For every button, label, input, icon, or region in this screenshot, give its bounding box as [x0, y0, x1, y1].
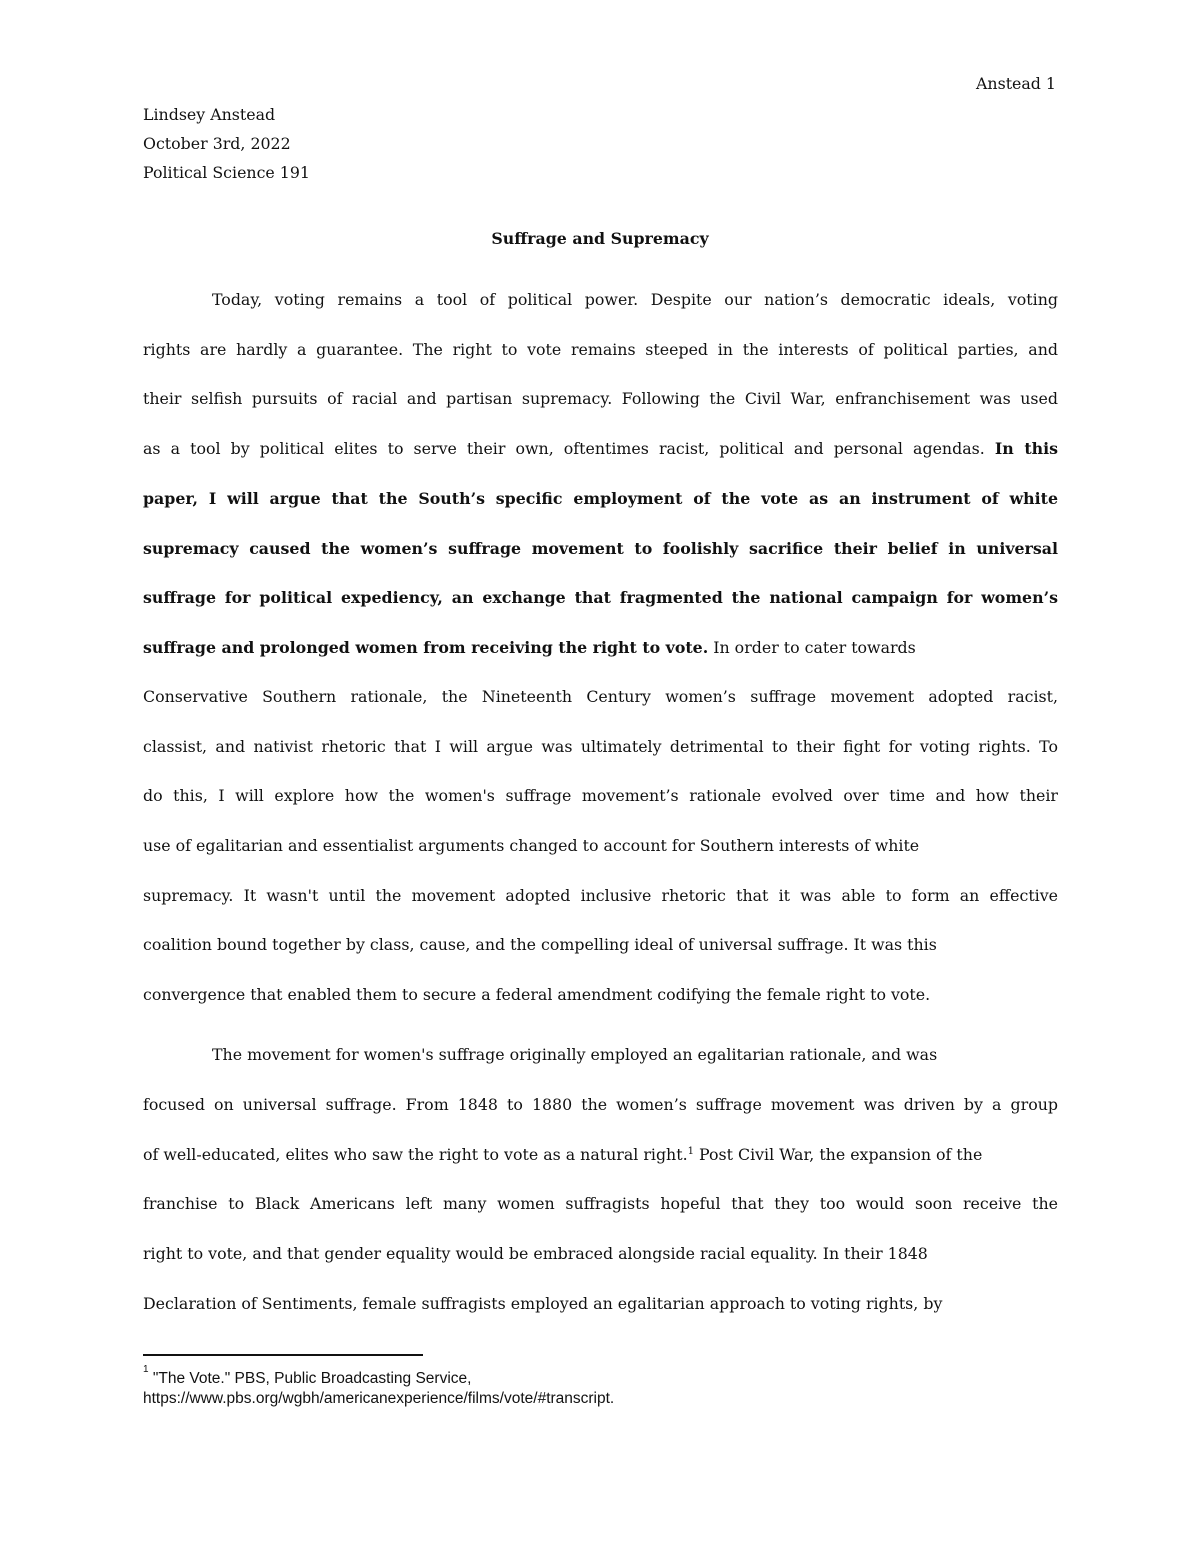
footnote — [143, 1363, 615, 1409]
body-line: do this, I will explore how the women's suffrage movement’s rationale evolved over time and how their — [143, 786, 1058, 805]
body-line: use of egalitarian and essentialist arguments changed to account for Southern interests of white — [143, 836, 920, 855]
body-line — [143, 1143, 1058, 1167]
body-line: Declaration of Sentiments, female suffragists employed an egalitarian approach to voting rights, by — [143, 1294, 943, 1313]
thesis-text: suffrage and prolonged women from receiving the right to vote. — [143, 638, 709, 657]
footnote-marker: 1 — [143, 1363, 149, 1375]
body-line: convergence that enabled them to secure a federal amendment codifying the female right to vote. — [143, 985, 931, 1004]
body-line: rights are hardly a guarantee. The right to vote remains steeped in the interests of political parties, and — [143, 340, 1058, 359]
footnote-reference[interactable]: 1 — [687, 1146, 694, 1157]
body-line: their selfish pursuits of racial and partisan supremacy. Following the Civil War, enfranchisement was used — [143, 389, 1058, 408]
body-line: The movement for women's suffrage originally employed an egalitarian rationale, and was — [212, 1045, 938, 1064]
thesis-line: suffrage for political expediency, an exchange that fragmented the national campaign for women’s — [143, 588, 1058, 607]
paper-title: Suffrage and Supremacy — [491, 229, 709, 248]
body-line — [143, 437, 1058, 461]
body-line: classist, and nativist rhetoric that I will argue was ultimately detrimental to their fight for voting rights. To — [143, 737, 1058, 756]
body-text: Post Civil War, the expansion of the — [699, 1145, 983, 1164]
body-line — [143, 636, 1058, 660]
running-head: Anstead 1 — [976, 74, 1056, 93]
author-block — [143, 100, 310, 187]
body-text: as a tool by political elites to serve their own, oftentimes racist, political and personal agendas. — [143, 439, 985, 458]
body-text: In order to cater towards — [713, 638, 916, 657]
paper-date: October 3rd, 2022 — [143, 134, 291, 153]
thesis-text: In this — [994, 439, 1058, 458]
footnote-url[interactable]: https://www.pbs.org/wgbh/americanexperience/films/vote/#transcript. — [143, 1390, 615, 1407]
thesis-line: supremacy caused the women’s suffrage movement to foolishly sacrifice their belief in universal — [143, 539, 1058, 558]
body-line: coalition bound together by class, cause, and the compelling ideal of universal suffrage. It was this — [143, 935, 937, 954]
body-line: supremacy. It wasn't until the movement adopted inclusive rhetoric that it was able to form an effective — [143, 886, 1058, 905]
thesis-line: paper, I will argue that the South’s specific employment of the vote as an instrument of white — [143, 489, 1058, 508]
body-line: franchise to Black Americans left many women suffragists hopeful that they too would soon receive the — [143, 1194, 1058, 1213]
course-name: Political Science 191 — [143, 163, 310, 182]
body-line: Today, voting remains a tool of political power. Despite our nation’s democratic ideals, voting — [212, 290, 1058, 309]
footnote-citation: "The Vote." PBS, Public Broadcasting Service, — [152, 1370, 472, 1387]
body-line: right to vote, and that gender equality would be embraced alongside racial equality. In their 1848 — [143, 1244, 928, 1263]
body-line: Conservative Southern rationale, the Nineteenth Century women’s suffrage movement adopted racist, — [143, 687, 1058, 706]
body-line: focused on universal suffrage. From 1848 to 1880 the women’s suffrage movement was driven by a group — [143, 1095, 1058, 1114]
footnote-divider — [143, 1354, 423, 1356]
author-name: Lindsey Anstead — [143, 105, 276, 124]
body-text: of well-educated, elites who saw the right to vote as a natural right. — [143, 1145, 688, 1164]
